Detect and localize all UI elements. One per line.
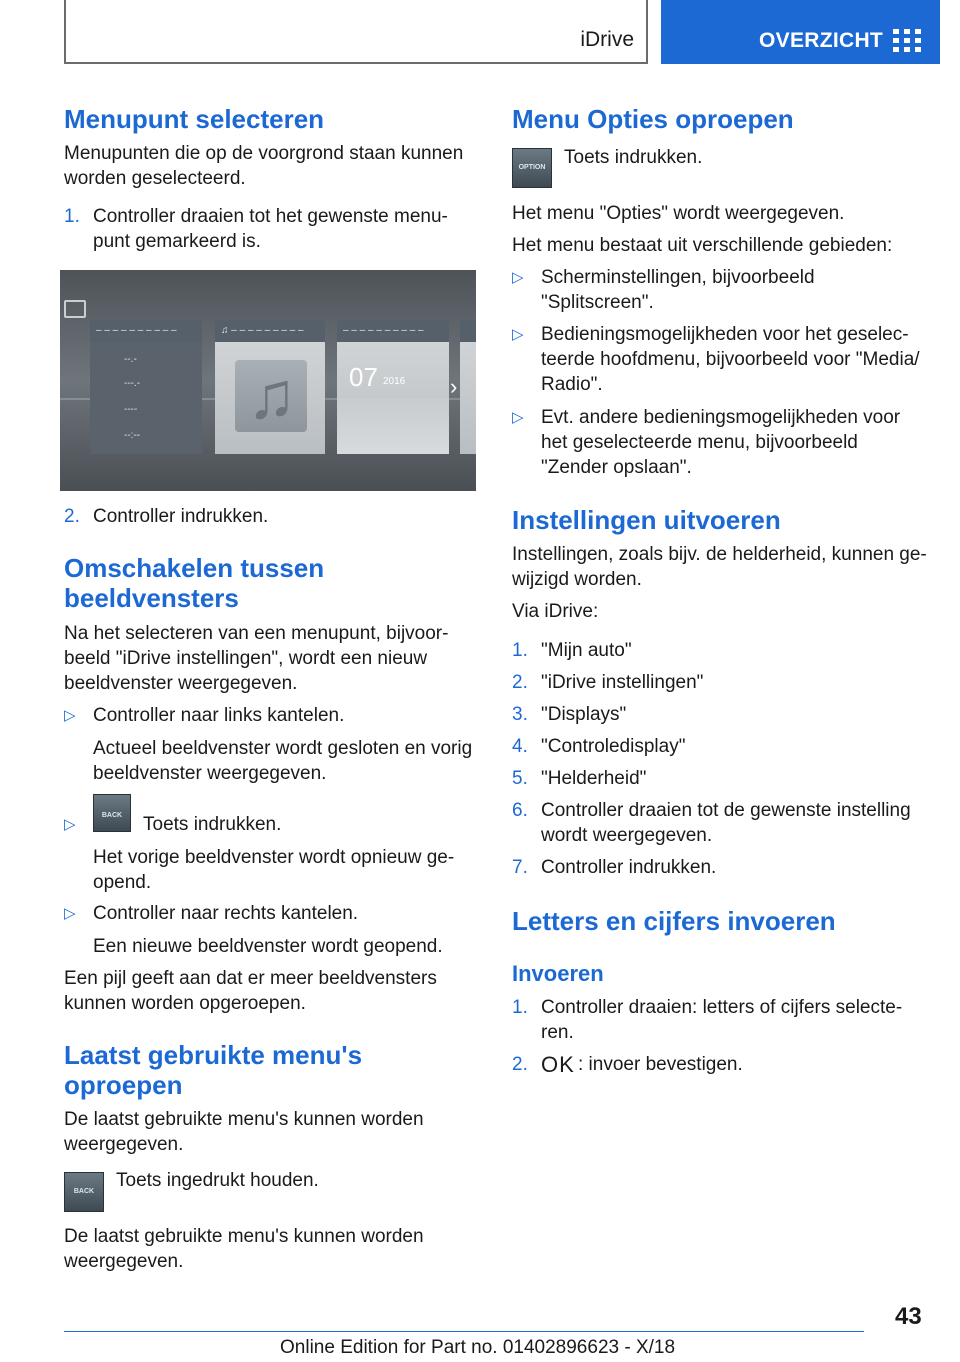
step-number: 5. [512, 768, 528, 789]
card-row: ---.- [124, 378, 141, 389]
step-text: "Mijn auto" [541, 640, 632, 661]
item-sub-text: Actueel beeldvenster wordt gesloten en vorig [93, 738, 473, 759]
step-text: Controller draaien: letters of cijfers selecte- [541, 997, 903, 1018]
item-text: Controller naar links kantelen. [93, 705, 345, 726]
header-section-title: iDrive [580, 28, 634, 51]
ok-symbol-icon: OK [541, 1052, 575, 1077]
page-number: 43 [895, 1303, 922, 1330]
options-shown-text: Het menu "Opties" wordt weergegeven. [512, 203, 845, 224]
step-text: punt gemarkeerd is. [93, 231, 261, 252]
step-text: Controller draaien tot het gewenste menu- [93, 206, 448, 227]
heading-switch-windows-1: Omschakelen tussen [64, 553, 325, 583]
heading-settings: Instellingen uitvoeren [512, 505, 781, 535]
heading-letters-numbers: Letters en cijfers invoeren [512, 906, 836, 936]
item-sub-text: beeldvenster weergegeven. [93, 763, 327, 784]
step-number: 2. [512, 672, 528, 693]
settings-intro-line-2: wijzigd worden. [512, 569, 642, 590]
back-button-icon: BACK [93, 794, 131, 832]
item-text: "Splitscreen". [541, 292, 654, 313]
card-row: --:-- [124, 430, 141, 441]
step-text: "Displays" [541, 704, 627, 725]
recent-intro-line-2: weergegeven. [64, 1134, 184, 1155]
step-text: ren. [541, 1022, 574, 1043]
item-text: "Zender opslaan". [541, 457, 692, 478]
date-day: 07 [349, 362, 378, 392]
arrow-note-line-1: Een pijl geeft aan dat er meer beeldvensters [64, 968, 437, 989]
settings-intro-line-1: Instellingen, zoals bijv. de helderheid, kunnen ge- [512, 544, 927, 565]
switch-intro-line-2: beeld "iDrive instellingen", wordt een nieuw [64, 648, 428, 669]
step-number: 2. [512, 1054, 528, 1075]
grid-menu-icon [893, 29, 921, 53]
bullet-triangle-icon: ▷ [512, 269, 524, 286]
item-text: Toets indrukken. [143, 814, 282, 835]
select-intro-line-2: worden geselecteerd. [64, 168, 246, 189]
card-header: – – – – – – – – – – [90, 320, 202, 342]
via-idrive-text: Via iDrive: [512, 601, 599, 622]
step-number: 7. [512, 857, 528, 878]
header-overview-label: OVERZICHT [759, 29, 884, 52]
item-sub-text: Het vorige beeldvenster wordt opnieuw ge- [93, 847, 455, 868]
item-sub-text: Een nieuwe beeldvenster wordt geopend. [93, 936, 443, 957]
screen-card-partial [460, 320, 476, 454]
step-text: "iDrive instellingen" [541, 672, 704, 693]
screen-card-vehicle [90, 320, 202, 454]
item-text: Controller naar rechts kantelen. [93, 903, 359, 924]
select-intro-line-1: Menupunten die op de voorgrond staan kunnen [64, 143, 464, 164]
footer-edition-text: Online Edition for Part no. 01402896623 - X/18 [280, 1337, 676, 1358]
step-number: 4. [512, 736, 528, 757]
recent-outro-line-1: De laatst gebruikte menu's kunnen worden [64, 1226, 424, 1247]
recent-intro-line-1: De laatst gebruikte menu's kunnen worden [64, 1109, 424, 1130]
item-text: Evt. andere bedieningsmogelijkheden voor [541, 407, 901, 428]
item-text: Scherminstellingen, bijvoorbeeld [541, 267, 815, 288]
step-number: 3. [512, 704, 528, 725]
header-overview-tab[interactable] [661, 0, 940, 64]
bullet-triangle-icon: ▷ [512, 326, 524, 343]
step-number: 6. [512, 800, 528, 821]
card-row: ---- [124, 404, 138, 415]
heading-options-menu: Menu Opties oproepen [512, 104, 794, 134]
arrow-note-line-2: kunnen worden opgeroepen. [64, 993, 306, 1014]
step-text: Controller indrukken. [93, 506, 269, 527]
step-text: : invoer bevestigen. [578, 1054, 743, 1075]
recent-outro-line-2: weergegeven. [64, 1251, 184, 1272]
heading-recent-menus-2: oproepen [64, 1070, 183, 1100]
item-text: Radio". [541, 374, 603, 395]
step-text: Controller draaien tot de gewenste instelling [541, 800, 911, 821]
step-text: "Controledisplay" [541, 736, 686, 757]
date-year: 2016 [383, 376, 406, 387]
music-note-icon: ♫ [247, 358, 297, 432]
header-section-box [64, 0, 648, 64]
back-button-icon: BACK [64, 1172, 104, 1212]
bullet-triangle-icon: ▷ [64, 905, 76, 922]
step-text: wordt weergegeven. [541, 825, 713, 846]
back-hold-text: Toets ingedrukt houden. [116, 1170, 319, 1191]
step-number: 2. [64, 506, 80, 527]
option-button-icon: OPTION [512, 148, 552, 188]
item-text: het geselecteerde menu, bijvoorbeeld [541, 432, 858, 453]
subheading-input: Invoeren [512, 961, 604, 986]
screen-card-media [215, 320, 325, 454]
item-text: teerde hoofdmenu, bijvoorbeeld voor "Media/ [541, 349, 920, 370]
bullet-triangle-icon: ▷ [64, 707, 76, 724]
idrive-screen-image [60, 270, 476, 491]
item-text: Bedieningsmogelijkheden voor het geselec- [541, 324, 909, 345]
step-number: 1. [512, 640, 528, 661]
switch-intro-line-3: beeldvenster weergegeven. [64, 673, 298, 694]
heading-select-menu-item: Menupunt selecteren [64, 104, 325, 134]
card-header: ♫ – – – – – – – – – [215, 320, 325, 342]
step-text: Controller indrukken. [541, 857, 717, 878]
screen-card-communication [337, 320, 449, 454]
heading-switch-windows-2: beeldvensters [64, 583, 239, 613]
step-number: 1. [512, 997, 528, 1018]
vehicle-menu-icon [64, 300, 86, 318]
step-number: 1. [64, 206, 80, 227]
screen-arrow-right-icon: › [450, 374, 458, 399]
heading-recent-menus-1: Laatst gebruikte menu's [64, 1040, 363, 1070]
card-row: --.- [124, 354, 137, 365]
switch-intro-line-1: Na het selecteren van een menupunt, bijvoor- [64, 623, 449, 644]
bullet-triangle-icon: ▷ [512, 409, 524, 426]
bullet-triangle-icon: ▷ [64, 816, 76, 833]
options-areas-text: Het menu bestaat uit verschillende gebieden: [512, 235, 893, 256]
footer-divider [64, 1331, 864, 1332]
card-header: – – – – – – – – – – [337, 320, 449, 342]
step-text: "Helderheid" [541, 768, 647, 789]
option-press-text: Toets indrukken. [564, 147, 703, 168]
item-sub-text: opend. [93, 872, 152, 893]
